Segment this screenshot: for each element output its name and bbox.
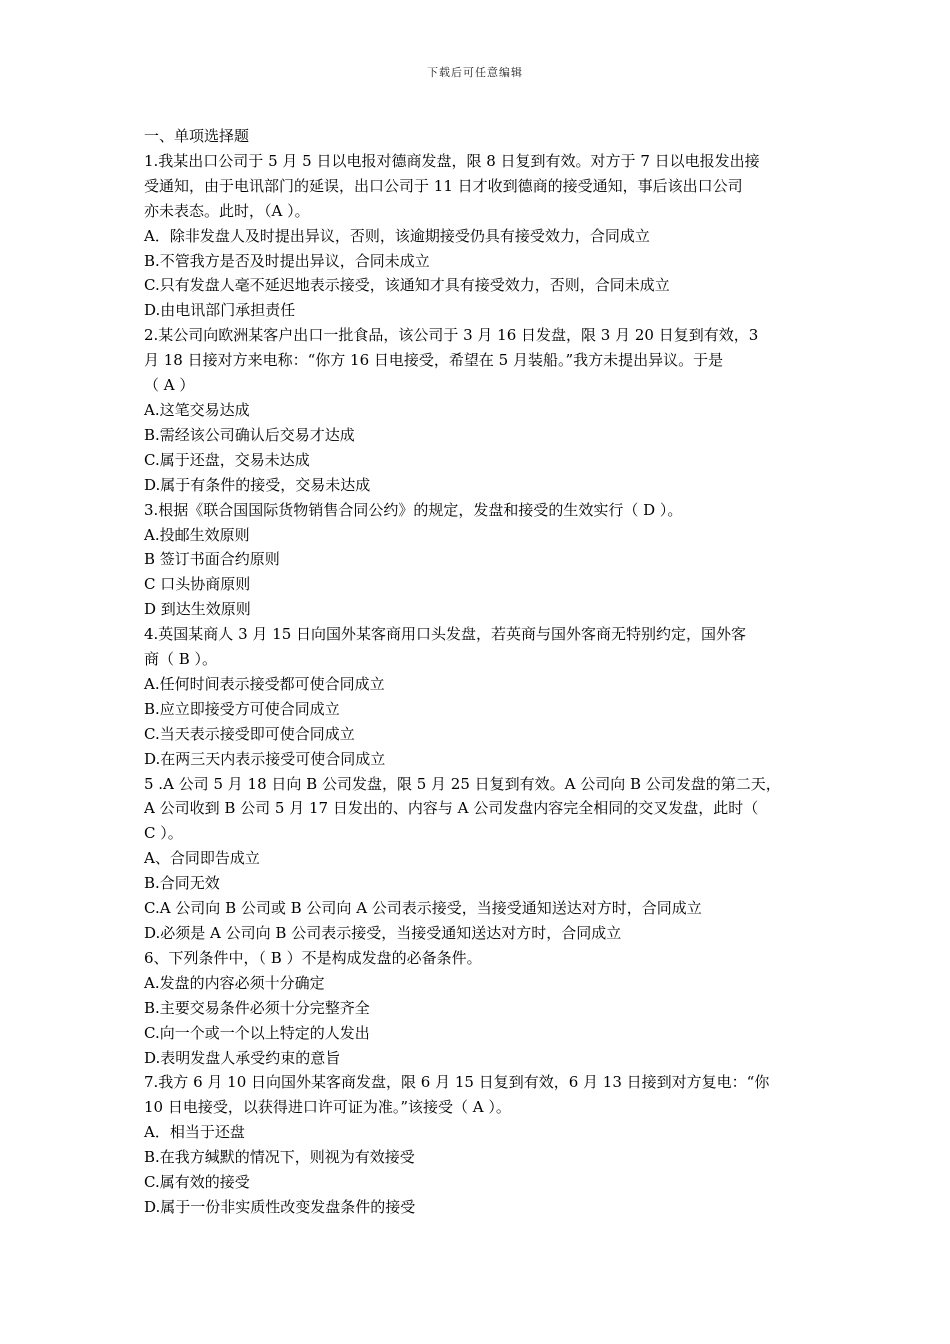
question-3-option-b: B 签订书面合约原则 — [144, 550, 280, 569]
question-5-option-a: A、合同即告成立 — [144, 849, 260, 868]
question-7-option-c: C.属有效的接受 — [144, 1173, 250, 1192]
document-body — [144, 124, 810, 1220]
question-1-option-a: A．除非发盘人及时提出异议，否则，该逾期接受仍具有接受效力，合同成立 — [144, 226, 650, 245]
question-2-text: 2.某公司向欧洲某客户出口一批食品，该公司于 3 月 16 日发盘，限 3 月 20 日复到有效，3 — [144, 326, 759, 345]
question-4-option-b: B.应立即接受方可使合同成立 — [144, 699, 340, 718]
question-5-text: 5 .A 公司 5 月 18 日向 B 公司发盘，限 5 月 25 日复到有效。A 公司向 B 公司发盘的第二天， — [144, 774, 781, 793]
question-4-option-c: C.当天表示接受即可使合同成立 — [144, 724, 355, 743]
question-1-text: 亦未表态。此时，（A ）。 — [144, 201, 310, 220]
question-5-option-c: C.A 公司向 B 公司或 B 公司向 A 公司表示接受，当接受通知送达对方时，合同成立 — [144, 899, 702, 918]
question-7-text: 7.我方 6 月 10 日向国外某客商发盘，限 6 月 15 日复到有效，6 月 13 日接到对方复电：“你 — [144, 1073, 770, 1092]
question-5-option-d: D.必须是 A 公司向 B 公司表示接受，当接受通知送达对方时，合同成立 — [144, 924, 622, 942]
question-5-option-b: B.合同无效 — [144, 874, 220, 893]
question-1-option-b: B.不管我方是否及时提出异议，合同未成立 — [144, 251, 430, 270]
question-3-option-d: D 到达生效原则 — [144, 600, 251, 619]
question-5-text: C ）。 — [144, 824, 183, 843]
question-3-option-c: C 口头协商原则 — [144, 575, 251, 594]
question-3-option-a: A.投邮生效原则 — [144, 525, 250, 544]
question-1-option-d: D.由电讯部门承担责任 — [144, 301, 296, 320]
question-1-text: 受通知，由于电讯部门的延误，出口公司于 11 日才收到德商的接受通知，事后该出口公司 — [144, 176, 743, 195]
question-7-option-a: A．相当于还盘 — [144, 1123, 245, 1142]
question-6-option-d: D.表明发盘人承受约束的意旨 — [144, 1048, 341, 1067]
question-2-option-a: A.这笔交易达成 — [144, 400, 250, 419]
question-7-option-d: D.属于一份非实质性改变发盘条件的接受 — [144, 1197, 416, 1216]
question-6-option-b: B.主要交易条件必须十分完整齐全 — [144, 998, 370, 1017]
question-7-option-b: B.在我方缄默的情况下，则视为有效接受 — [144, 1148, 415, 1167]
question-4-option-d: D.在两三天内表示接受可使合同成立 — [144, 749, 386, 768]
question-6-option-c: C.向一个或一个以上特定的人发出 — [144, 1023, 370, 1042]
question-4-option-a: A.任何时间表示接受都可使合同成立 — [144, 674, 385, 693]
question-2-text: （ A ） — [144, 376, 195, 395]
question-1-option-c: C.只有发盘人毫不延迟地表示接受，该通知才具有接受效力，否则，合同未成立 — [144, 276, 670, 295]
question-1-text: 1.我某出口公司于 5 月 5 日以电报对德商发盘，限 8 日复到有效。对方于 7 日以电报发出接 — [144, 151, 760, 170]
question-2-text: 月 18 日接对方来电称：“你方 16 日电接受，希望在 5 月装船。”我方未提出异议。于是 — [144, 351, 724, 370]
question-5-text: A 公司收到 B 公司 5 月 17 日发出的、内容与 A 公司发盘内容完全相同的交叉发盘，此时（ — [144, 799, 759, 818]
question-4-text: 商（ B ）。 — [144, 650, 218, 669]
question-2-option-c: C.属于还盘，交易未达成 — [144, 450, 310, 469]
question-2-option-d: D.属于有条件的接受，交易未达成 — [144, 475, 371, 494]
page-header: 下载后可任意编辑 — [427, 66, 523, 79]
question-3-text: 3.根据《联合国国际货物销售合同公约》的规定，发盘和接受的生效实行（ D ）。 — [144, 500, 683, 519]
question-6-text: 6、下列条件中，（ B ）不是构成发盘的必备条件。 — [144, 948, 482, 967]
section-heading: 一、单项选择题 — [144, 127, 250, 145]
question-4-text: 4.英国某商人 3 月 15 日向国外某客商用口头发盘，若英商与国外客商无特别约定，国外客 — [144, 625, 747, 644]
question-7-text: 10 日电接受，以获得进口许可证为准。”该接受（ A ）。 — [144, 1098, 511, 1117]
question-6-option-a: A.发盘的内容必须十分确定 — [144, 973, 325, 992]
question-2-option-b: B.需经该公司确认后交易才达成 — [144, 425, 355, 444]
